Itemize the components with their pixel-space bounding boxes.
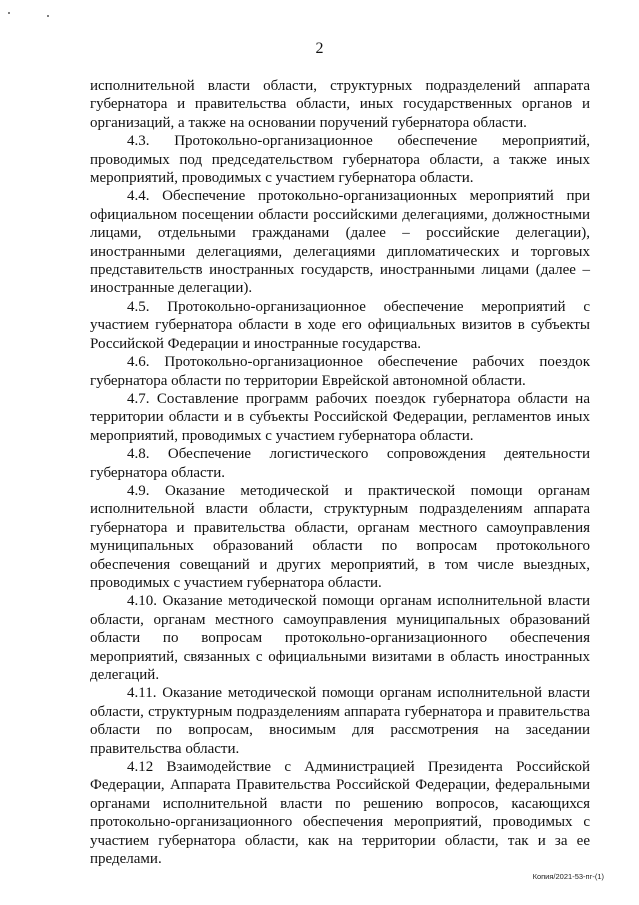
paragraph-4-7: 4.7. Составление программ рабочих поездок губернатора области на территории области и в субъекты Российской Федерации, регламентов иных мероприятий, проводимых с участием губернатора области. — [90, 390, 590, 444]
paragraph-4-4: 4.4. Обеспечение протокольно-организационных мероприятий при официальном посещении области российскими делегациями, должностными лицами, отдельными гражданами (далее – российские делегации), иностранными делегациями, делегациями дипломатических и торговых представительств иностранных государств, иностранными лицами (далее – иностранные делегации). — [90, 188, 590, 297]
scan-speck — [8, 12, 10, 14]
paragraph-4-8: 4.8. Обеспечение логистического сопровождения деятельности губернатора области. — [90, 446, 590, 481]
paragraph-4-5: 4.5. Протокольно-организационное обеспечение мероприятий с участием губернатора области в ходе его официальных визитов в субъекты Российской Федерации и иностранные государства. — [90, 298, 590, 352]
document-body — [90, 77, 590, 868]
scan-speck — [47, 15, 49, 17]
paragraph-4-10: 4.10. Оказание методической помощи органам исполнительной власти области, органам местного самоуправления муниципальных образований области по вопросам протокольно-организационного обеспечения мероприятий, связанных с официальными визитами в область иностранных делегаций. — [90, 593, 590, 683]
page-number: 2 — [315, 40, 324, 57]
paragraph-4-11: 4.11. Оказание методической помощи органам исполнительной власти области, структурным подразделениям аппарата губернатора и правительства области по вопросам, вносимым для рассмотрения на заседании правительства области. — [90, 685, 590, 757]
paragraph-4-6: 4.6. Протокольно-организационное обеспечение рабочих поездок губернатора области по территории Еврейской автономной области. — [90, 354, 590, 389]
paragraph-4-9: 4.9. Оказание методической и практической помощи органам исполнительной власти области, структурным подразделениям аппарата губернатора и правительства области, органам местного самоуправления муниципальных образований области по вопросам протокольного обеспечения совещаний и других мероприятий, в том числе выездных, проводимых с участием губернатора области. — [90, 482, 590, 591]
footer-document-code: Копия/2021-53-пг-(1) — [532, 872, 604, 881]
paragraph-4-12: 4.12 Взаимодействие с Администрацией Президента Российской Федерации, Аппарата Правительства Российской Федерации, федеральными органами исполнительной власти по решению вопросов, касающихся протокольно-организационного обеспечения мероприятий, проводимых с участием губернатора области, как на территории области, так и за ее пределами. — [90, 759, 590, 868]
paragraph-continuation: исполнительной власти области, структурных подразделений аппарата губернатора и правительства области, иных государственных органов и организаций, а также на основании поручений губернатора области. — [90, 78, 590, 131]
paragraph-4-3: 4.3. Протокольно-организационное обеспечение мероприятий, проводимых под председательством губернатора области, а также иных мероприятий, проводимых с участием губернатора области. — [90, 133, 590, 187]
